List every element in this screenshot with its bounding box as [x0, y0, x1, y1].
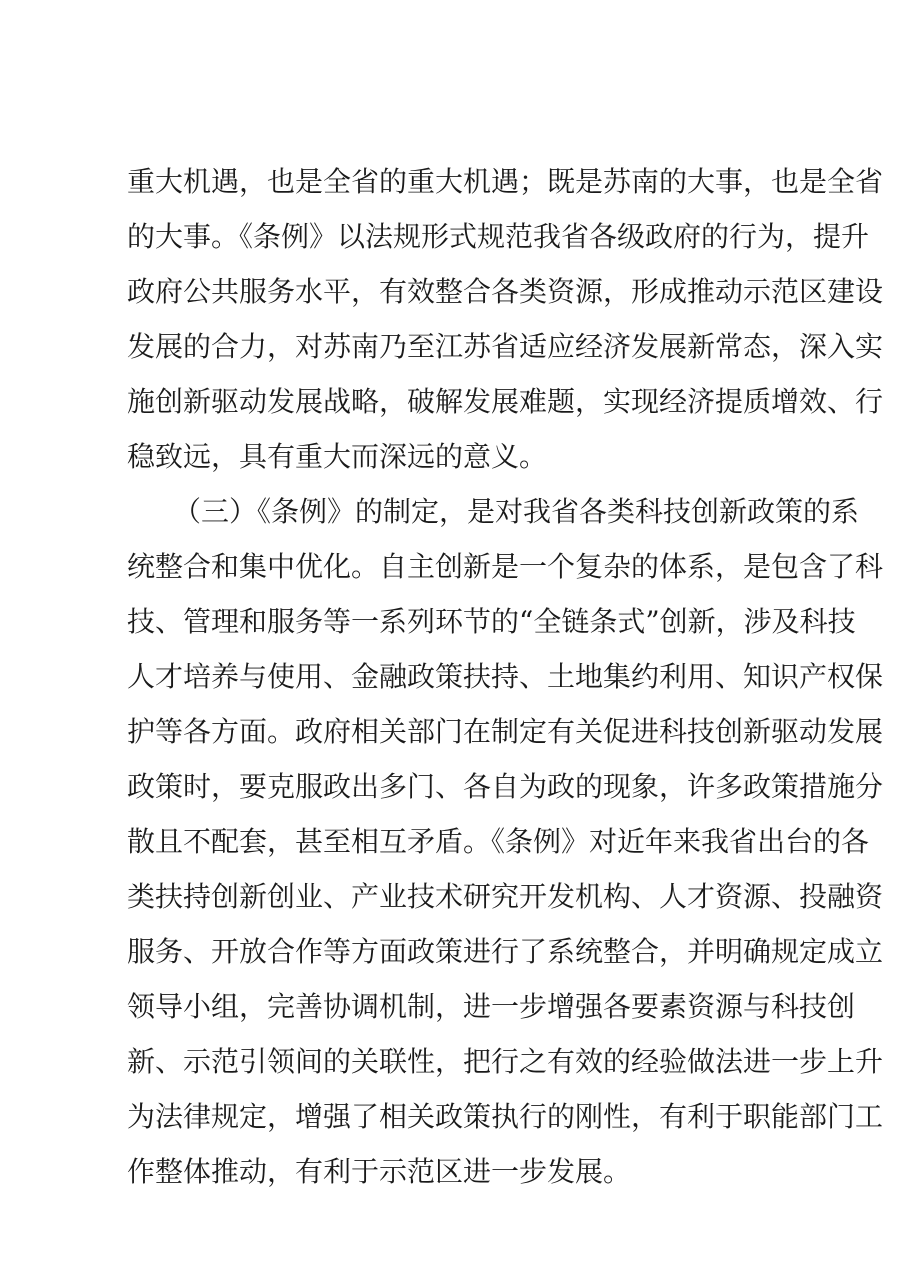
- text-line-9: 技、管理和服务等一系列环节的“全链条式”创新，涉及科技: [127, 605, 856, 638]
- text-line-16: 领导小组，完善协调机制，进一步增强各要素资源与科技创: [127, 990, 856, 1023]
- text-line-4: 发展的合力，对苏南乃至江苏省适应经济发展新常态，深入实: [127, 330, 884, 363]
- text-line-18: 为法律规定，增强了相关政策执行的刚性，有利于职能部门工: [127, 1100, 884, 1133]
- text-line-6: 稳致远，具有重大而深远的意义。: [127, 440, 548, 473]
- text-line-19: 作整体推动，有利于示范区进一步发展。: [127, 1155, 632, 1188]
- text-line-12: 政策时，要克服政出多门、各自为政的现象，许多政策措施分: [127, 770, 884, 803]
- text-line-1: 重大机遇，也是全省的重大机遇；既是苏南的大事，也是全省: [127, 165, 884, 198]
- text-line-14: 类扶持创新创业、产业技术研究开发机构、人才资源、投融资: [127, 880, 884, 913]
- text-line-7: （三）《条例》的制定，是对我省各类科技创新政策的系: [173, 495, 860, 528]
- text-line-17: 新、示范引领间的关联性，把行之有效的经验做法进一步上升: [127, 1045, 884, 1078]
- text-line-8: 统整合和集中优化。自主创新是一个复杂的体系，是包含了科: [127, 550, 884, 583]
- text-line-11: 护等各方面。政府相关部门在制定有关促进科技创新驱动发展: [127, 715, 884, 748]
- text-line-15: 服务、开放合作等方面政策进行了系统整合，并明确规定成立: [127, 935, 884, 968]
- text-line-10: 人才培养与使用、金融政策扶持、土地集约利用、知识产权保: [127, 660, 884, 693]
- text-line-2: 的大事。《条例》以法规形式规范我省各级政府的行为，提升: [127, 220, 870, 253]
- text-line-3: 政府公共服务水平，有效整合各类资源，形成推动示范区建设: [127, 275, 884, 308]
- text-line-5: 施创新驱动发展战略，破解发展难题，实现经济提质增效、行: [127, 385, 884, 418]
- text-line-13: 散且不配套，甚至相互矛盾。《条例》对近年来我省出台的各: [127, 825, 870, 858]
